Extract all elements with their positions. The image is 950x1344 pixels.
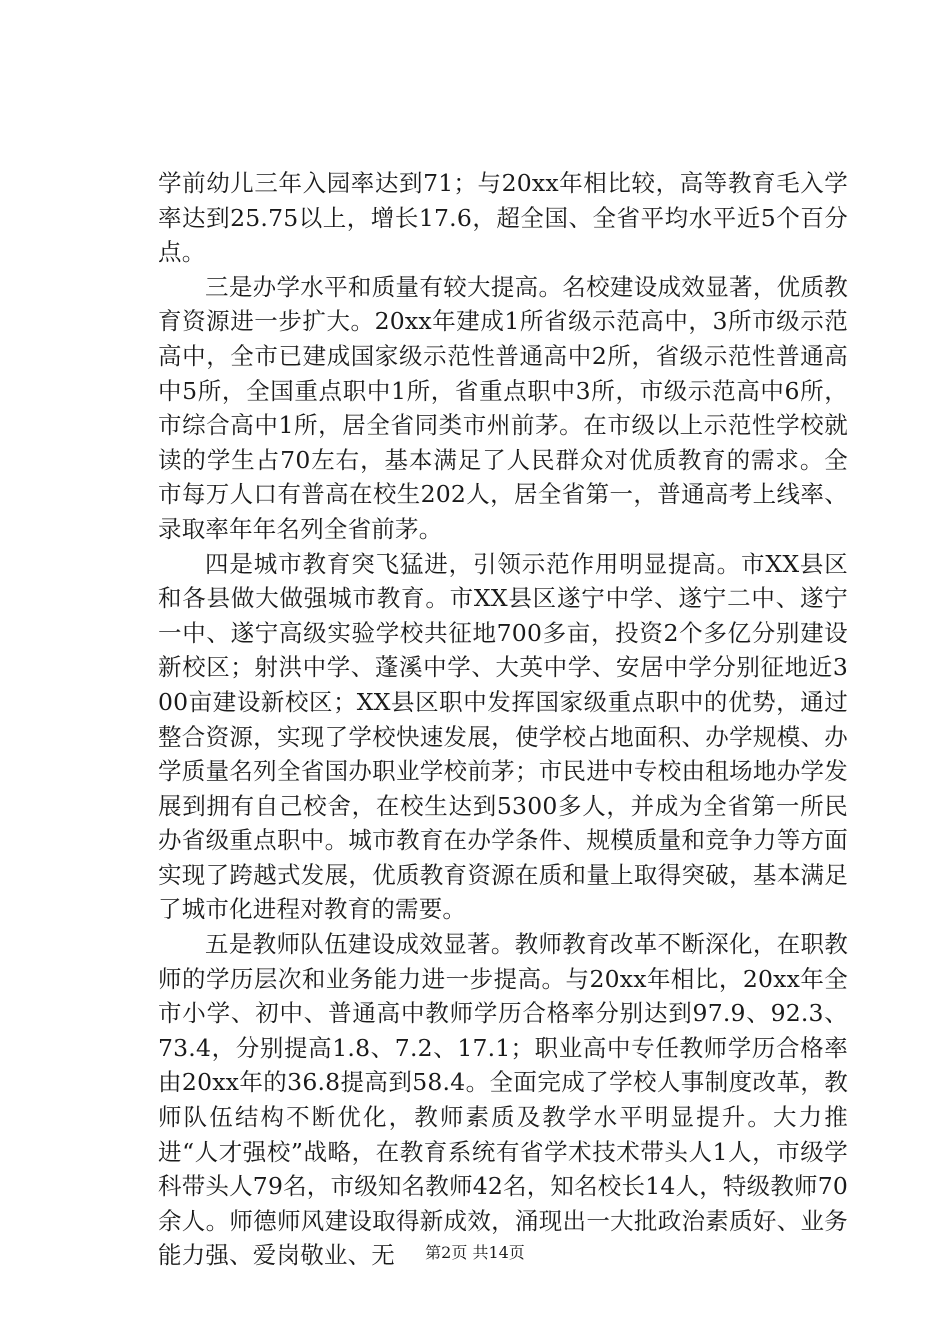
paragraph-school-quality: 三是办学水平和质量有较大提高。名校建设成效显著，优质教育资源进一步扩大。20xx年建成1所省级示范高中，3所市级示范高中，全市已建成国家级示范性普通高中2所，省级示范性普通高中5所，全国重点职中1所，省重点职中3所，市级示范高中6所，市综合高中1所，居全省同类市州前茅。在市级以上示范性学校就读的学生占70左右，基本满足了人民群众对优质教育的需求。全市每万人口有普高在校生202人，居全省第一，普通高考上线率、录取率年年名列全省前茅。: [158, 272, 848, 543]
paragraph-urban-education: 四是城市教育突飞猛进，引领示范作用明显提高。市XX县区和各县做大做强城市教育。市XX县区遂宁中学、遂宁二中、遂宁一中、遂宁高级实验学校共征地700多亩，投资2个多亿分别建设新校区；射洪中学、蓬溪中学、大英中学、安居中学分别征地近300亩建设新校区；XX县区职中发挥国家级重点职中的优势，通过整合资源，实现了学校快速发展，使学校占地面积、办学规模、办学质量名列全省国办职业学校前茅；市民进中专校由租场地办学发展到拥有自己校舍，在校生达到5300多人，并成为全省第一所民办省级重点职中。城市教育在办学条件、规模质量和竞争力等方面实现了跨越式发展，优质教育资源在质和量上取得突破，基本满足了城市化进程对教育的需要。: [158, 549, 848, 924]
paragraph-continuation: 学前幼儿三年入园率达到71；与20xx年相比较，高等教育毛入学率达到25.75以上，增长17.6，超全国、全省平均水平近5个百分点。: [158, 169, 848, 267]
page-number-footer: 第2页 共14页: [425, 1243, 525, 1262]
document-body: [158, 166, 848, 1273]
paragraph-teacher-team: 五是教师队伍建设成效显著。教师教育改革不断深化，在职教师的学历层次和业务能力进一步提高。与20xx年相比，20xx年全市小学、初中、普通高中教师学历合格率分别达到97.9、92.3、73.4，分别提高1.8、7.2、17.1；职业高中专任教师学历合格率由20xx年的36.8提高到58.4。全面完成了学校人事制度改革，教师队伍结构不断优化，教师素质及教学水平明显提升。大力推进“人才强校”战略，在教育系统有省学术技术带头人1人，市级学科带头人79名，市级知名教师42名，知名校长14人，特级教师70余人。师德师风建设取得新成效，涌现出一大批政治素质好、业务能力强、爱岗敬业、无: [158, 930, 849, 1270]
